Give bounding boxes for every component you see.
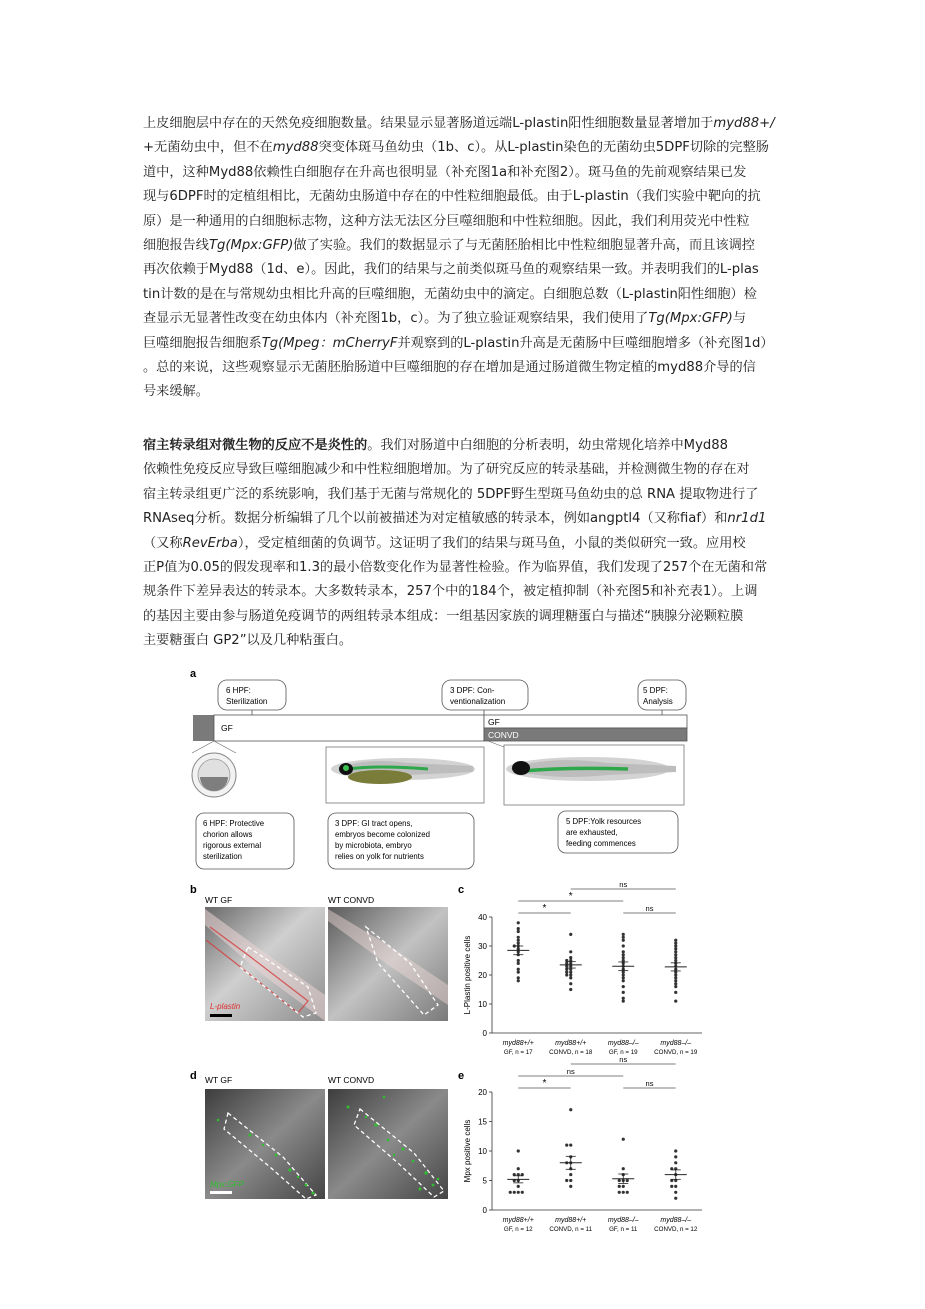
data-point	[509, 1191, 512, 1194]
text-segment: 原）是一种通用的白细胞标志物，这种方法无法区分巨噬细胞和中性粒细胞。因此，我们利用荧光中性粒	[143, 213, 750, 229]
data-point	[622, 985, 625, 988]
panel-e-letter: e	[458, 1070, 465, 1082]
data-point	[622, 939, 625, 942]
significance-label: ns	[619, 880, 628, 889]
y-tick-label: 20	[478, 1088, 487, 1097]
x-category-sublabel: CONVD, n = 12	[654, 1226, 698, 1233]
text-segment: 与	[732, 311, 747, 327]
chart-e	[458, 1055, 702, 1233]
svg-text:5 DPF:Yolk resources: 5 DPF:Yolk resources	[566, 817, 642, 826]
panel-b-letter: b	[190, 884, 197, 896]
data-point	[622, 936, 625, 939]
text-segment: 。总的来说，这些观察显示无菌胚胎肠道中巨噬细胞的存在增加是通过肠道微生物定植的myd88介导的信	[143, 360, 756, 376]
data-point	[517, 936, 520, 939]
significance-label: ns	[645, 904, 654, 913]
data-point	[565, 971, 568, 974]
text-line	[143, 556, 788, 580]
data-point	[674, 1191, 677, 1194]
svg-text:Analysis: Analysis	[643, 697, 673, 706]
data-point	[569, 1108, 572, 1111]
data-point	[517, 1149, 520, 1152]
data-point	[674, 942, 677, 945]
data-point	[626, 1179, 629, 1182]
y-axis-label: L-Plastin positive cells	[463, 935, 472, 1015]
text-line	[143, 234, 788, 258]
italic-term: Tg(Mpeg：mCherryF	[261, 335, 398, 351]
panel-b-right-title: WT CONVD	[328, 895, 375, 905]
text-segment: 号来缓解。	[143, 384, 209, 400]
x-category-label: myd88–/–	[660, 1040, 692, 1047]
x-category-label: myd88+/+	[555, 1040, 587, 1047]
svg-text:3 DPF: GI tract opens,: 3 DPF: GI tract opens,	[335, 819, 413, 828]
y-tick-label: 10	[478, 1147, 487, 1156]
text-line	[143, 580, 788, 604]
data-point	[674, 953, 677, 956]
text-segment: tin计数的是在与常规幼虫相比升高的巨噬细胞，无菌幼虫中的滴定。白细胞总数（L-plastin阳性细胞）检	[143, 286, 757, 302]
data-point	[517, 1167, 520, 1170]
y-tick-label: 5	[482, 1176, 487, 1186]
timeline-bar	[193, 715, 687, 741]
panel-d-letter: d	[190, 1070, 197, 1082]
data-point	[674, 1000, 677, 1003]
data-point	[674, 976, 677, 979]
italic-term: myd88	[272, 140, 319, 156]
data-point	[622, 973, 625, 976]
data-point	[517, 930, 520, 933]
data-point	[513, 1191, 516, 1194]
text-line	[143, 434, 788, 458]
text-segment: （又称	[143, 535, 183, 551]
data-point	[517, 959, 520, 962]
data-point	[622, 1191, 625, 1194]
info-box-2	[328, 813, 474, 869]
data-point	[622, 997, 625, 1000]
data-point	[569, 1173, 572, 1176]
data-point	[622, 976, 625, 979]
panel-d-left-title: WT GF	[205, 1075, 233, 1085]
svg-text:3 DPF: Con-: 3 DPF: Con-	[450, 686, 495, 695]
data-point	[618, 1179, 621, 1182]
x-category-sublabel: CONVD, n = 18	[549, 1049, 593, 1056]
text-line	[143, 161, 788, 185]
italic-term: Tg(Mpx:GFP)	[648, 311, 733, 327]
text-line	[143, 307, 788, 331]
svg-text:relies on yolk for nutrients: relies on yolk for nutrients	[335, 852, 424, 861]
svg-text:chorion allows: chorion allows	[203, 830, 253, 839]
text-segment: 规条件下差异表达的转录本。大多数转录本，257个中的184个，被定植抑制（补充图5和补充表1）。上调	[143, 584, 758, 600]
text-segment: 查显示无显著性改变在幼虫体内（补充图1b，c）。为了独立验证观察结果，我们使用了	[143, 311, 649, 327]
svg-text:rigorous external: rigorous external	[203, 841, 262, 850]
data-point	[674, 1155, 677, 1158]
text-line	[143, 332, 788, 356]
data-point	[569, 956, 572, 959]
svg-text:are exhausted,: are exhausted,	[566, 828, 618, 837]
italic-term: myd88+/	[713, 116, 775, 131]
data-point	[674, 1161, 677, 1164]
x-category-sublabel: CONVD, n = 19	[654, 1049, 698, 1056]
text-line	[143, 112, 788, 136]
text-line	[143, 458, 788, 482]
data-point	[674, 991, 677, 994]
text-line	[143, 532, 788, 556]
panel-a-letter: a	[190, 668, 197, 680]
text-line	[143, 380, 788, 404]
y-axis-label: Mpx positive cells	[463, 1119, 472, 1183]
significance-label: *	[542, 1078, 547, 1089]
text-segment: 巨噬细胞报告细胞系	[143, 335, 262, 351]
data-point	[517, 971, 520, 974]
data-point	[569, 988, 572, 991]
y-tick-label: 0	[482, 1206, 487, 1215]
italic-term: RevErba	[182, 535, 238, 551]
figure-svg	[188, 665, 704, 1265]
text-line	[143, 136, 788, 160]
data-point	[569, 982, 572, 985]
panel-d-right-title: WT CONVD	[328, 1075, 375, 1085]
data-point	[517, 976, 520, 979]
text-segment: 上皮细胞层中存在的天然免疫细胞数量。结果显示显著肠道远端L-plastin阳性细胞数量显著增加于	[143, 116, 714, 131]
data-point	[622, 953, 625, 956]
data-point	[674, 950, 677, 953]
y-tick-label: 40	[478, 913, 487, 922]
x-category-sublabel: GF, n = 17	[503, 1049, 533, 1056]
svg-text:ventionalization: ventionalization	[450, 697, 506, 706]
data-point	[517, 968, 520, 971]
italic-term: nr1d1	[727, 511, 767, 527]
panel-d-marker-label: Mpx:GFP	[210, 1180, 244, 1189]
micrograph-b-convd	[328, 907, 448, 1021]
data-point	[674, 959, 677, 962]
svg-text:feeding commences: feeding commences	[566, 839, 636, 848]
data-point	[674, 973, 677, 976]
bar-gf2-label: GF	[488, 717, 500, 727]
text-segment: 宿主转录组更广泛的系统影响，我们基于无菌与常规化的 5DPF野生型斑马鱼幼虫的总 RNA 提取物进行了	[143, 486, 759, 502]
text-segment: RNAseq分析。数据分析编辑了几个以前被描述为对定植敏感的转录本，例如angptl4（又称fiaf）和	[143, 511, 728, 527]
text-segment: 细胞报告线	[143, 238, 209, 254]
y-tick-label: 30	[478, 942, 487, 951]
data-point	[517, 921, 520, 924]
panel-b-marker-label: L-plastin	[210, 1002, 241, 1011]
figure	[188, 665, 704, 1265]
data-point	[618, 1191, 621, 1194]
data-point	[569, 976, 572, 979]
data-point	[517, 1185, 520, 1188]
info-box-1	[196, 813, 294, 869]
data-point	[569, 1144, 572, 1147]
y-tick-label: 0	[482, 1029, 487, 1038]
x-category-sublabel: GF, n = 19	[608, 1049, 638, 1056]
data-point	[565, 1179, 568, 1182]
x-category-label: myd88+/+	[502, 1040, 534, 1047]
data-point	[521, 1191, 524, 1194]
text-line	[143, 283, 788, 307]
text-line	[143, 258, 788, 282]
info-box-3	[558, 811, 678, 853]
data-point	[622, 944, 625, 947]
svg-text:6 HPF: Protective: 6 HPF: Protective	[203, 819, 265, 828]
text-segment: 突变体斑马鱼幼虫（1b、c）。从L-plastin染色的无菌幼虫5DPF切除的完整肠	[318, 140, 769, 156]
x-category-label: myd88–/–	[607, 1217, 639, 1224]
data-point	[674, 1149, 677, 1152]
data-point	[622, 950, 625, 953]
text-segment: 并观察到的L-plastin升高是无菌肠中巨噬细胞增多（补充图1d）	[397, 335, 774, 351]
data-point	[674, 985, 677, 988]
text-segment: 。我们对肠道中白细胞的分析表明，幼虫常规化培养中Myd88	[367, 438, 729, 453]
data-point	[517, 979, 520, 982]
text-line	[143, 356, 788, 380]
significance-label: ns	[566, 1067, 575, 1076]
text-segment: 的基因主要由参与肠道免疫调节的两组转录本组成：一组基因家族的调理糖蛋白与描述“胰腺分泌颗粒膜	[143, 608, 744, 624]
text-segment: 现与6DPF时的定植组相比，无菌幼虫肠道中存在的中性粒细胞最低。由于L-plastin（我们实验中靶向的抗	[143, 189, 761, 205]
data-point	[622, 991, 625, 994]
text-segment: ），受定植细菌的负调节。这证明了我们的结果与斑马鱼，小鼠的类似研究一致。应用校	[237, 535, 746, 551]
y-tick-label: 20	[478, 971, 487, 980]
data-point	[569, 950, 572, 953]
data-point	[674, 944, 677, 947]
paragraph-2	[143, 434, 788, 654]
timepoint-box-1	[218, 680, 286, 710]
bold-heading: 宿主转录组对微生物的反应不是炎性的	[143, 438, 368, 453]
data-point	[569, 1179, 572, 1182]
data-point	[622, 979, 625, 982]
text-segment: 做了实验。我们的数据显示了与无菌胚胎相比中性粒细胞显著升高，而且该调控	[293, 238, 755, 254]
data-point	[674, 979, 677, 982]
embryo-chorion-illustration	[192, 741, 236, 797]
data-point	[569, 1185, 572, 1188]
svg-text:5 DPF:: 5 DPF:	[643, 686, 668, 695]
svg-text:sterilization: sterilization	[203, 852, 242, 861]
text-segment: 道中，这种Myd88依赖性白细胞存在升高也很明显（补充图1a和补充图2）。斑马鱼的先前观察结果已发	[143, 164, 747, 180]
paragraph-1	[143, 112, 788, 405]
data-point	[569, 973, 572, 976]
data-point	[517, 939, 520, 942]
scale-bar-d	[210, 1191, 232, 1194]
text-line	[143, 483, 788, 507]
data-point	[517, 1191, 520, 1194]
text-line	[143, 185, 788, 209]
text-segment: 再次依赖于Myd88（1d、e）。因此，我们的结果与之前类似斑马鱼的观察结果一致。并表明我们的L-plas	[143, 262, 759, 278]
timepoint-box-2	[442, 680, 528, 710]
svg-text:Sterilization: Sterilization	[226, 697, 268, 706]
significance-label: ns	[619, 1055, 628, 1064]
data-point	[674, 1185, 677, 1188]
italic-term: Tg(Mpx:GFP)	[208, 238, 294, 254]
x-category-label: myd88–/–	[607, 1040, 639, 1047]
larva-5dpf-illustration	[488, 741, 684, 805]
data-point	[622, 933, 625, 936]
text-segment: 主要糖蛋白 GP2”以及几种粘蛋白。	[143, 633, 353, 649]
data-point	[674, 939, 677, 942]
data-point	[565, 1144, 568, 1147]
data-point	[622, 1167, 625, 1170]
micrograph-d-convd	[328, 1089, 448, 1199]
text-segment: 依赖性免疫反应导致巨噬细胞减少和中性粒细胞增加。为了研究反应的转录基础，并检测微生物的存在对	[143, 462, 750, 478]
data-point	[622, 956, 625, 959]
data-point	[517, 942, 520, 945]
significance-label: *	[568, 891, 573, 902]
svg-text:6 HPF:: 6 HPF:	[226, 686, 251, 695]
svg-text:by microbiota, embryo: by microbiota, embryo	[335, 841, 412, 850]
significance-label: ns	[645, 1079, 654, 1088]
significance-label: *	[542, 903, 547, 914]
bar-gf-label: GF	[221, 723, 233, 733]
data-point	[626, 1191, 629, 1194]
x-category-sublabel: GF, n = 12	[503, 1226, 533, 1233]
svg-text:embryos become colonized: embryos become colonized	[335, 830, 430, 839]
data-point	[674, 1197, 677, 1200]
x-category-label: myd88–/–	[660, 1217, 692, 1224]
data-point	[569, 971, 572, 974]
y-tick-label: 10	[478, 1000, 487, 1009]
text-line	[143, 507, 788, 531]
data-point	[674, 956, 677, 959]
data-point	[670, 1185, 673, 1188]
text-line	[143, 605, 788, 629]
x-category-label: myd88+/+	[555, 1217, 587, 1224]
data-point	[517, 962, 520, 965]
x-category-sublabel: GF, n = 11	[609, 1226, 638, 1233]
panel-c-letter: c	[458, 884, 465, 896]
data-point	[674, 947, 677, 950]
data-point	[618, 1185, 621, 1188]
larva-3dpf-illustration	[326, 747, 484, 803]
bar-convd-label: CONVD	[488, 730, 519, 740]
y-tick-label: 15	[478, 1117, 487, 1127]
data-point	[565, 973, 568, 976]
data-point	[517, 927, 520, 930]
data-point	[622, 1138, 625, 1141]
data-point	[674, 982, 677, 985]
x-category-label: myd88+/+	[502, 1217, 534, 1224]
x-category-sublabel: CONVD, n = 11	[549, 1226, 593, 1233]
data-point	[569, 933, 572, 936]
text-segment: +无菌幼虫中，但不在	[143, 140, 273, 156]
chart-c	[458, 880, 702, 1056]
text-line	[143, 629, 788, 653]
scale-bar-b	[210, 1014, 232, 1017]
data-point	[622, 1000, 625, 1003]
timepoint-box-3	[638, 680, 686, 710]
text-segment: 正P值为0.05的假发现率和1.3的最小倍数变化作为显著性检验。作为临界值，我们发现了257个在无菌和常	[143, 560, 768, 576]
text-line	[143, 210, 788, 234]
panel-b-left-title: WT GF	[205, 895, 233, 905]
data-point	[622, 1185, 625, 1188]
